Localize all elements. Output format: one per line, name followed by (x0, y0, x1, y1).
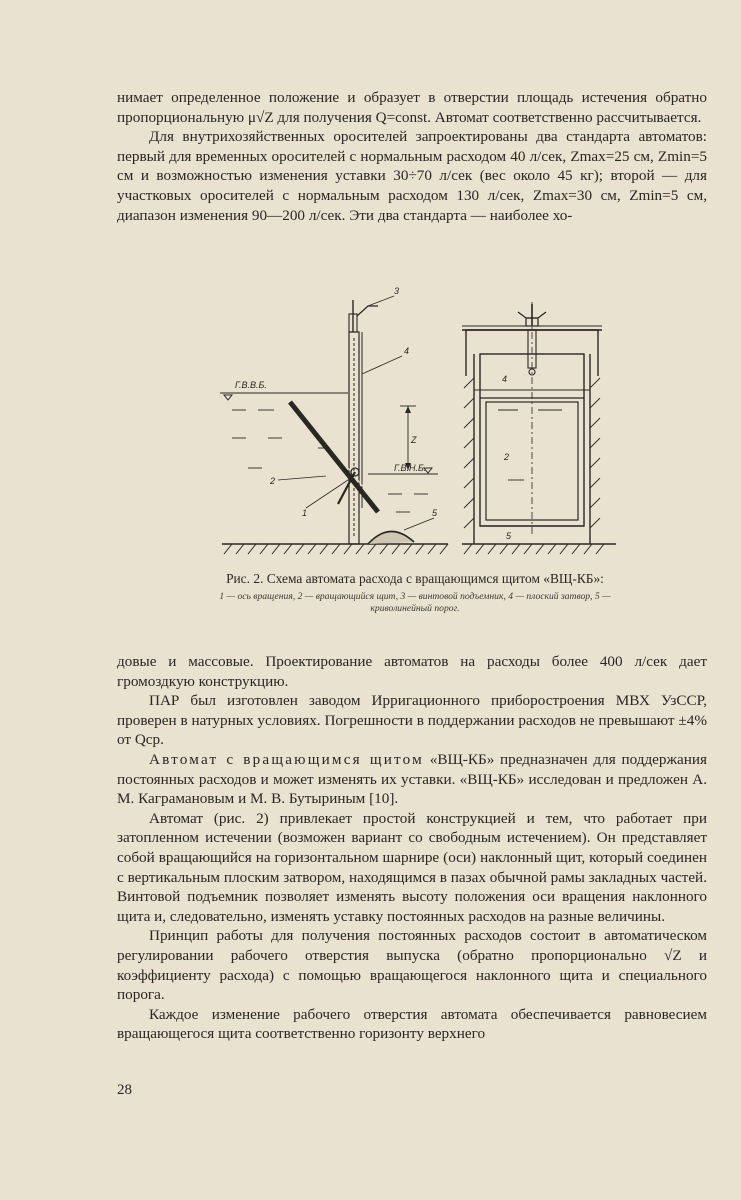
text-block-bottom (117, 652, 707, 1044)
front-view (462, 302, 616, 554)
paragraph: Автомат (рис. 2) привлекает простой конструкцией и тем, что работает при затопленном истечении (возможен вариант со свободным истечением). Он представляет собой вращающийся на горизонтальном шарнире (оси) наклонный щит, который соединен с вертикальным плоским затвором, находящимся в пазах обычной рамы закладных частей. Винтовой подъемник позволяет изменять высоту положения оси вращения наклонного щита и, следовательно, изменять уставку постоянных расходов на разные величины. (117, 809, 707, 925)
label-5: 5 (432, 508, 438, 518)
paragraph: довые и массовые. Проектирование автоматов на расходы более 400 л/сек дает громоздкую конструкцию. (117, 653, 707, 690)
section-run-in: Автомат с вращающимся щитом (149, 750, 424, 768)
label-3: 3 (394, 286, 400, 296)
label-1: 1 (302, 508, 308, 518)
paragraph: нимает определенное положение и образует в отверстии площадь истечения обратно пропорциональную μ√Z для получения Q=const. Автомат соответственно рассчитывается. (117, 89, 707, 126)
paragraph (117, 750, 707, 809)
label-4: 4 (404, 346, 410, 356)
label-front-4: 4 (502, 374, 508, 384)
label-upstream-level: Г.В.В.Б. (235, 380, 267, 390)
side-section (220, 296, 448, 554)
label-front-2: 2 (504, 452, 510, 462)
figure-diagram (218, 286, 616, 566)
text-block-top (117, 88, 707, 225)
caption-legend: 1 — ось вращения, 2 — вращающийся щит, 3 — винтовой подъемник, 4 — плоский затвор, 5 — криволинейный порог. (219, 591, 611, 614)
label-z: Z (411, 435, 417, 445)
paragraph: ПАР был изготовлен заводом Ирригационного приборостроения МВХ УзССР, проверен в натурных условиях. Погрешности в поддержании расходов не превышают ±4% от Qср. (117, 692, 707, 749)
caption-title: Рис. 2. Схема автомата расхода с вращающимся щитом «ВЩ-КБ»: (226, 571, 604, 586)
label-downstream-level: Г.В.Н.Б. (394, 463, 427, 473)
paragraph: Принцип работы для получения постоянных расходов состоит в автоматическом регулировании рабочего отверстия выпуска (обратно пропорционально √Z и коэффициенту расхода) с помощью вращающегося наклонного щита и специального порога. (117, 927, 707, 1004)
paragraph: Для внутрихозяйственных оросителей запроектированы два стандарта автоматов: первый для временных оросителей с нормальным расходом 40 л/сек, Zmax=25 см, Zmin=5 см и возможностью изменения уставки 30÷70 л/сек (вес около 45 кг); второй — для участковых оросителей с нормальным расходом 130 л/сек, Zmax=30 см, Zmin=5 см, диапазон изменения 90—200 л/сек. Эти два стандарта — наиболее хо- (117, 128, 707, 224)
paragraph-body: «ВЩ-КБ» предназначен для поддержания постоянных расходов и может изменять их уставки. «ВЩ-КБ» исследован и предложен А. М. Каграмановым и М. В. Бутыриным [10]. (117, 750, 707, 808)
paragraph: Каждое изменение рабочего отверстия автомата обеспечивается равновесием вращающегося щита соответственно горизонту верхнего (117, 1005, 707, 1043)
label-front-5: 5 (506, 531, 512, 541)
figure-caption (200, 571, 630, 614)
page-number: 28 (117, 1082, 132, 1098)
label-2: 2 (270, 476, 276, 486)
